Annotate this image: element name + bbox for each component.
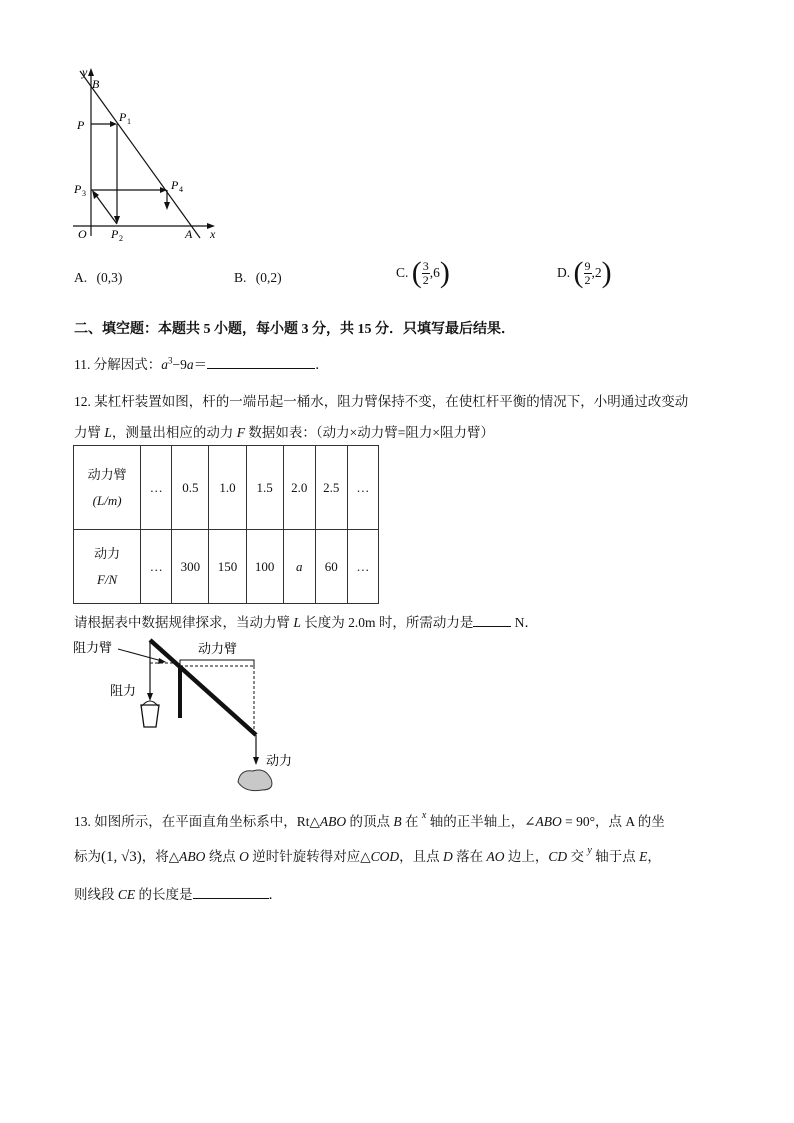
- paren-close: ): [601, 256, 612, 289]
- label-P1: P: [119, 110, 127, 124]
- question-11: [74, 353, 329, 373]
- text: 落在: [452, 849, 487, 864]
- header-line: 动力臂: [87, 466, 127, 482]
- table-cell: 2.5: [315, 446, 347, 530]
- option-b-value: (0,2): [255, 270, 282, 285]
- coordinate-figure: [68, 66, 228, 246]
- text: 轴于点: [591, 849, 640, 864]
- q13-answer-blank[interactable]: [193, 884, 269, 899]
- q13-line1: [74, 810, 665, 830]
- paren-open: (: [411, 256, 422, 289]
- table-cell: 1.0: [209, 446, 246, 530]
- var: ABO: [319, 814, 347, 829]
- label-P2: P: [111, 227, 119, 241]
- arrowhead: [164, 202, 170, 210]
- q12-line3: [74, 611, 538, 631]
- label-P1-sub: 1: [127, 117, 131, 126]
- text: = 90°，点 A 的坐: [561, 814, 665, 829]
- text: ，: [647, 849, 661, 864]
- option-b[interactable]: [234, 270, 282, 286]
- option-d[interactable]: [557, 258, 612, 288]
- text: 13. 如图所示，在平面直角坐标系中，Rt△: [74, 814, 320, 829]
- table-cell: 1.5: [246, 446, 283, 530]
- var-L: L: [293, 615, 301, 630]
- option-d-label: D.: [557, 265, 571, 280]
- q12-line2: [74, 421, 494, 441]
- table-cell: 300: [172, 530, 209, 604]
- text: 在: [401, 814, 422, 829]
- q11-a2: a: [186, 357, 194, 372]
- label-power-arm: 动力臂: [198, 641, 238, 656]
- table-cell: 60: [315, 530, 347, 604]
- var: CE: [117, 887, 136, 902]
- table-cell: …: [347, 530, 378, 604]
- var: ABO: [179, 849, 206, 864]
- q12-answer-blank[interactable]: [473, 612, 511, 627]
- paren-open: (: [573, 256, 584, 289]
- text: 交: [567, 849, 588, 864]
- denominator: 2: [584, 272, 591, 287]
- table-cell: …: [141, 446, 172, 530]
- text: 的顶点: [346, 814, 394, 829]
- option-c-tail: ,6: [429, 265, 440, 280]
- text: ．: [268, 887, 283, 902]
- y-axis-arrow: [88, 68, 94, 76]
- q11-prefix: 11. 分解因式：: [74, 357, 162, 372]
- arrowhead: [114, 216, 120, 224]
- text: 绕点: [205, 849, 240, 864]
- var: B: [393, 814, 402, 829]
- text: 则线段: [74, 887, 118, 902]
- table-row: [74, 446, 379, 530]
- table-cell: a: [283, 530, 315, 604]
- var-F: F: [236, 425, 246, 440]
- label-resist: 阻力: [110, 683, 137, 698]
- label-A: A: [185, 227, 193, 241]
- table-header-cell: [74, 530, 141, 604]
- option-d-tail: ,2: [591, 265, 602, 280]
- text: 边上，: [504, 849, 549, 864]
- q13-line3: [74, 883, 282, 903]
- q11-rest: −9: [172, 357, 187, 372]
- var: CD: [548, 849, 568, 864]
- var: y: [587, 845, 592, 856]
- option-c-label: C.: [396, 265, 409, 280]
- table-cell: 0.5: [172, 446, 209, 530]
- arrowhead: [253, 757, 259, 765]
- text: 数据如表：（动力×动力臂=阻力×阻力臂）: [245, 425, 494, 440]
- text: 轴的正半轴上，∠: [426, 814, 536, 829]
- q12-line1: 12. 某杠杆装置如图，杆的一端吊起一桶水，阻力臂保持不变，在使杠杆平衡的情况下，小明通过改变动: [74, 394, 689, 409]
- table-header-cell: [74, 446, 141, 530]
- label-power: 动力: [266, 753, 293, 768]
- numerator: 9: [584, 258, 591, 273]
- q13-line2: [74, 845, 661, 866]
- var: D: [443, 849, 453, 864]
- var: E: [639, 849, 648, 864]
- header-line: F/N: [96, 571, 118, 587]
- text: 的长度是: [135, 887, 193, 902]
- option-c[interactable]: [396, 258, 450, 288]
- label-P3: P: [74, 182, 82, 196]
- arrowhead: [147, 693, 153, 701]
- label-P: P: [77, 118, 85, 132]
- option-a[interactable]: [74, 270, 122, 286]
- denominator: 2: [422, 272, 429, 287]
- rock-icon: [238, 770, 272, 791]
- label-O: O: [78, 227, 87, 241]
- text: ，且点: [399, 849, 444, 864]
- table-cell: 100: [246, 530, 283, 604]
- coordinate: (1, √3): [101, 849, 142, 865]
- label-P4: P: [171, 178, 179, 192]
- var: COD: [370, 849, 400, 864]
- label-P2-sub: 2: [119, 234, 123, 243]
- q11-eq: ＝: [193, 357, 208, 372]
- label-resist-arm: 阻力臂: [73, 640, 113, 655]
- label-y: y: [82, 66, 88, 79]
- lever-figure: [70, 632, 300, 797]
- var: O: [239, 849, 249, 864]
- text: 长度为 2.0m 时，所需动力是: [300, 615, 474, 630]
- label-x: x: [210, 227, 216, 241]
- table-cell: 2.0: [283, 446, 315, 530]
- text: ，将△: [141, 849, 180, 864]
- header-line: (L/m): [92, 492, 122, 508]
- text: 逆时针旋转得对应△: [248, 849, 371, 864]
- fraction: [584, 260, 592, 286]
- bucket-icon: [141, 705, 159, 727]
- label-P4-sub: 4: [179, 185, 183, 194]
- text: 力臂: [74, 425, 105, 440]
- table-row: [74, 530, 379, 604]
- option-a-value: (0,3): [96, 270, 123, 285]
- var-L: L: [104, 425, 112, 440]
- option-b-label: B.: [234, 270, 247, 285]
- text: N．: [511, 615, 539, 630]
- table-cell: …: [141, 530, 172, 604]
- power-arm-bracket: [180, 660, 254, 666]
- var: x: [421, 810, 427, 821]
- label-B: B: [92, 77, 100, 91]
- resist-arm-pointer: [118, 649, 162, 661]
- table-cell: 150: [209, 530, 246, 604]
- q11-answer-blank[interactable]: [207, 354, 315, 369]
- q11-a: a: [161, 357, 168, 372]
- var: AO: [486, 849, 505, 864]
- label-P3-sub: 3: [82, 189, 86, 198]
- paren-close: ): [439, 256, 450, 289]
- option-a-label: A.: [74, 270, 88, 285]
- data-table: [73, 445, 379, 604]
- text: 请根据表中数据规律探求，当动力臂: [74, 615, 294, 630]
- q11-exp: 3: [168, 355, 173, 366]
- table-cell: …: [347, 446, 378, 530]
- section-heading: 二、填空题：本题共 5 小题，每小题 3 分，共 15 分．只填写最后结果．: [74, 322, 515, 337]
- arrow-P2-P3: [95, 194, 117, 224]
- var: ABO: [535, 814, 562, 829]
- text: ，测量出相应的动力: [111, 425, 237, 440]
- fraction: [422, 260, 430, 286]
- line-AB: [80, 71, 200, 238]
- header-line: 动力: [94, 545, 121, 561]
- text: 标为: [74, 849, 101, 864]
- q11-end: ．: [315, 357, 329, 372]
- numerator: 3: [422, 258, 429, 273]
